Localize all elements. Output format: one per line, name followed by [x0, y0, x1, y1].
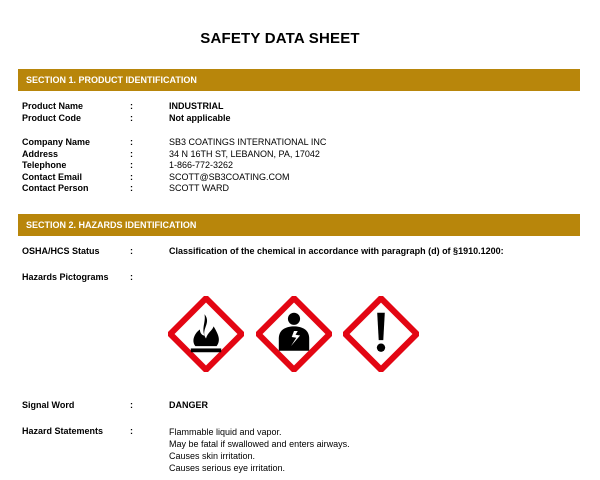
field-colon: :: [130, 160, 133, 170]
hazard-statement: May be fatal if swallowed and enters airways.: [169, 439, 350, 449]
exclamation-mark-icon: [343, 296, 419, 372]
telephone-value: 1-866-772-3262: [169, 160, 234, 170]
contact-person-value: SCOTT WARD: [169, 183, 229, 193]
section-2-header: SECTION 2. HAZARDS IDENTIFICATION: [18, 214, 580, 236]
health-hazard-icon: [256, 296, 332, 372]
field-label: Telephone: [22, 160, 67, 170]
field-label: Company Name: [22, 137, 91, 147]
company-name-value: SB3 COATINGS INTERNATIONAL INC: [169, 137, 327, 147]
flame-icon: [168, 296, 244, 372]
product-name-value: INDUSTRIAL: [169, 101, 224, 111]
field-colon: :: [130, 246, 133, 256]
field-colon: :: [130, 137, 133, 147]
hazard-statement: Flammable liquid and vapor.: [169, 427, 282, 437]
osha-status-value: Classification of the chemical in accordance with paragraph (d) of §1910.1200:: [169, 246, 504, 256]
field-colon: :: [130, 183, 133, 193]
field-colon: :: [130, 101, 133, 111]
field-colon: :: [130, 149, 133, 159]
field-label: Signal Word: [22, 400, 75, 410]
hazard-statement: Causes skin irritation.: [169, 451, 256, 461]
field-colon: :: [130, 172, 133, 182]
field-label: Address: [22, 149, 59, 159]
field-label: Contact Person: [22, 183, 89, 193]
page-title: SAFETY DATA SHEET: [200, 30, 360, 47]
field-colon: :: [130, 113, 133, 123]
address-value: 34 N 16TH ST, LEBANON, PA, 17042: [169, 149, 320, 159]
field-label: Product Name: [22, 101, 84, 111]
field-label: Contact Email: [22, 172, 83, 182]
field-label: Hazards Pictograms: [22, 272, 109, 282]
section-1-header: SECTION 1. PRODUCT IDENTIFICATION: [18, 69, 580, 91]
field-colon: :: [130, 400, 133, 410]
signal-word-value: DANGER: [169, 400, 209, 410]
contact-email-value: SCOTT@SB3COATING.COM: [169, 172, 290, 182]
field-colon: :: [130, 426, 133, 436]
field-label: Product Code: [22, 113, 82, 123]
field-colon: :: [130, 272, 133, 282]
field-label: OSHA/HCS Status: [22, 246, 100, 256]
product-code-value: Not applicable: [169, 113, 231, 123]
field-label: Hazard Statements: [22, 426, 104, 436]
hazard-statement: Causes serious eye irritation.: [169, 463, 286, 473]
